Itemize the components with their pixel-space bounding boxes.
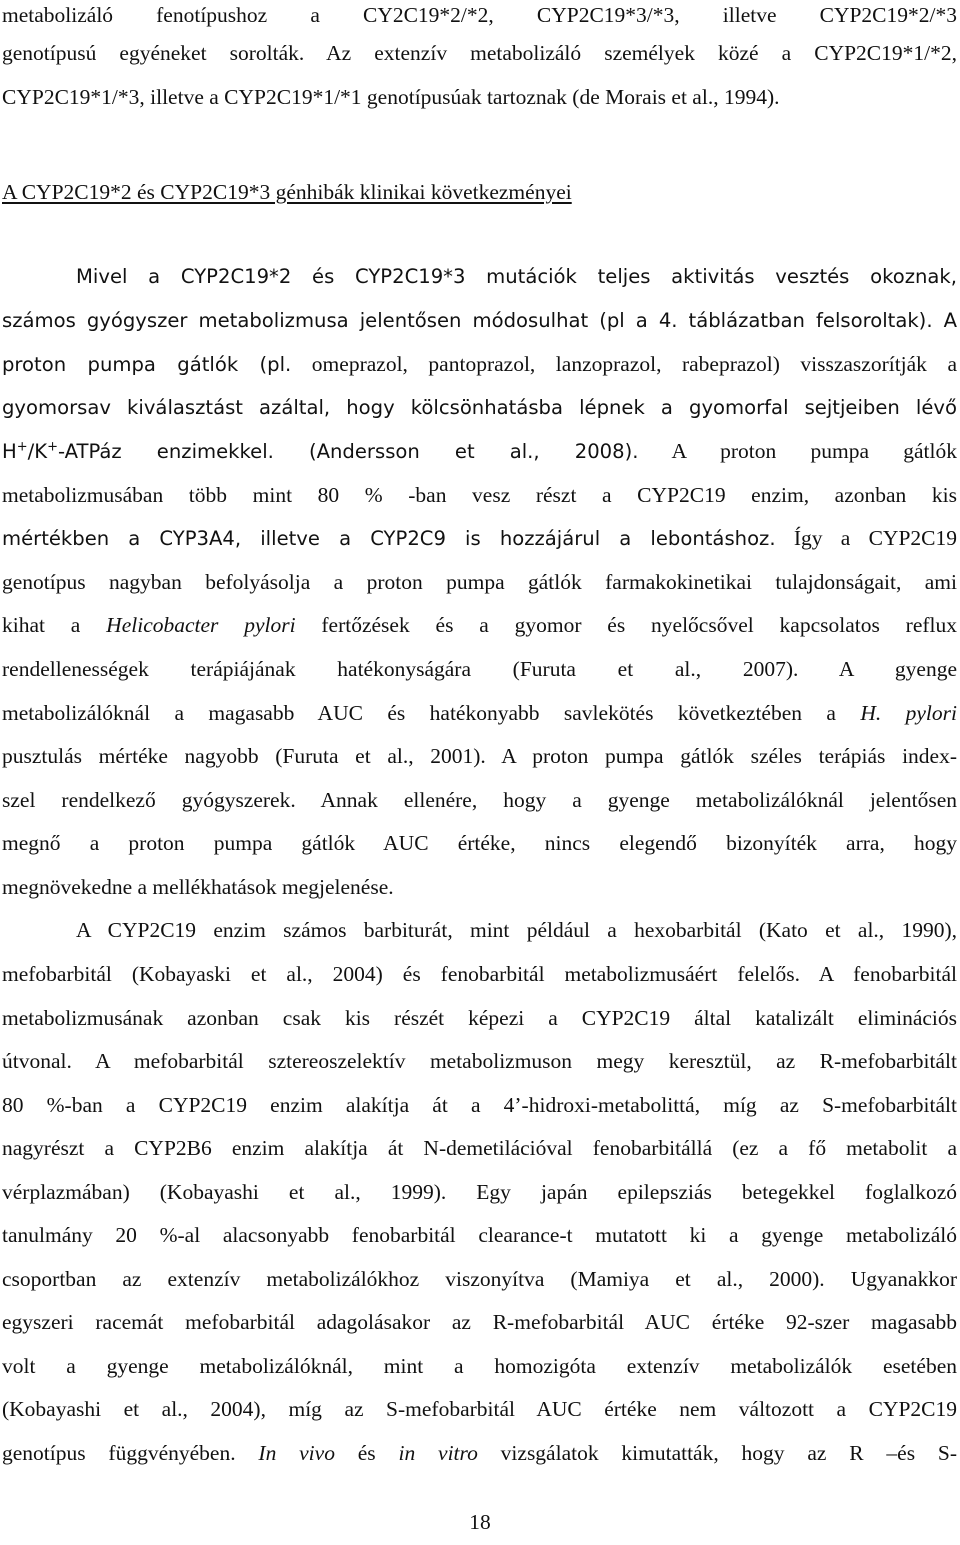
italic-text: H. pylori xyxy=(860,701,957,725)
text-run: /K xyxy=(27,440,48,463)
text-run: és xyxy=(334,1441,399,1465)
text-line: egyszeri racemát mefobarbitál adagolásakor az R-mefobarbitál AUC értéke 92-szer magasabb xyxy=(2,1310,957,1334)
text-line: szel rendelkező gyógyszerek. Annak ellenére, hogy a gyenge metabolizálóknál jelentősen xyxy=(2,788,957,812)
text-line: (Kobayashi et al., 2004), míg az S-mefobarbitál AUC értéke nem változott a CYP2C19 xyxy=(2,1397,957,1421)
text-run: mértékben a CYP3A4, illetve a CYP2C9 is hozzájárul a lebontáshoz. xyxy=(2,527,776,550)
text-line: metabolizáló fenotípushoz a CY2C19*2/*2, CYP2C19*3/*3, illetve CYP2C19*2/*3 xyxy=(2,3,957,27)
text-run: H xyxy=(2,440,17,463)
italic-text: Helicobacter pylori xyxy=(106,613,296,637)
text-line xyxy=(2,610,957,640)
page-number: 18 xyxy=(469,1510,491,1534)
text-line: tanulmány 20 %-al alacsonyabb fenobarbitál clearance-t mutatott ki a gyenge metabolizáló xyxy=(2,1223,957,1247)
text-line: 80 %-ban a CYP2C19 enzim alakítja át a 4’-hidroxi-metabolittá, míg az S-mefobarbitált xyxy=(2,1093,957,1117)
text-line: megnövekedne a mellékhatások megjelenése. xyxy=(2,875,394,899)
text-run: Így a CYP2C19 xyxy=(775,526,957,550)
text-line: megnő a proton pumpa gátlók AUC értéke, nincs elegendő bizonyíték arra, hogy xyxy=(2,831,957,855)
text-run: proton pumpa gátlók (pl. xyxy=(2,353,292,376)
text-line: genotípusú egyéneket sorolták. Az extenzív metabolizáló személyek közé a CYP2C19*1/*2, xyxy=(2,41,957,65)
text-line xyxy=(2,349,957,380)
text-line: vérplazmában) (Kobayashi et al., 1999). Egy japán epilepsziás betegekkel foglalkozó xyxy=(2,1180,957,1204)
text-line: Mivel a CYP2C19*2 és CYP2C19*3 mutációk teljes aktivitás vesztés okoznak, xyxy=(76,265,957,288)
text-run: genotípus függvényében. xyxy=(2,1441,259,1465)
text-run: -ATPáz enzimekkel. (Andersson et al., 2008). xyxy=(58,440,639,463)
text-line: metabolizmusában több mint 80 % -ban vesz részt a CYP2C19 enzim, azonban kis xyxy=(2,483,957,507)
text-run: A proton pumpa gátlók xyxy=(638,439,957,463)
text-line: genotípus nagyban befolyásolja a proton pumpa gátlók farmakokinetikai tulajdonságait, ami xyxy=(2,570,957,594)
text-line: nagyrészt a CYP2B6 enzim alakítja át N-demetilációval fenobarbitállá (ez a fő metabolit a xyxy=(2,1136,957,1160)
superscript: + xyxy=(47,439,58,455)
text-run: omeprazol, pantoprazol, lanzoprazol, rabeprazol) visszaszorítják a xyxy=(291,352,957,376)
text-run: kihat a xyxy=(2,613,107,637)
text-run: vizsgálatok kimutatták, hogy az R –és S- xyxy=(477,1441,958,1465)
text-line: rendellenességek terápiájának hatékonyságára (Furuta et al., 2007). A gyenge xyxy=(2,657,957,681)
superscript: + xyxy=(16,439,28,455)
italic-text: in vitro xyxy=(398,1441,478,1465)
text-run xyxy=(2,440,638,463)
text-line xyxy=(2,523,957,554)
text-line: számos gyógyszer metabolizmusa jelentősen módosulhat (pl a 4. táblázatban felsoroltak). A xyxy=(2,309,957,332)
italic-text: In vivo xyxy=(258,1441,335,1465)
text-line: volt a gyenge metabolizálóknál, mint a homozigóta extenzív metabolizálók esetében xyxy=(2,1354,957,1378)
text-line xyxy=(2,1438,957,1468)
text-line: csoportban az extenzív metabolizálókhoz viszonyítva (Mamiya et al., 2000). Ugyanakkor xyxy=(2,1267,957,1291)
section-heading: A CYP2C19*2 és CYP2C19*3 génhibák klinikai következményei xyxy=(2,180,572,204)
text-line: gyomorsav kiválasztást azáltal, hogy kölcsönhatásba lépnek a gyomorfal sejtjeiben lévő xyxy=(2,396,957,419)
text-run: metabolizálóknál a magasabb AUC és hatékonyabb savlekötés következtében a xyxy=(2,701,861,725)
text-line: A CYP2C19 enzim számos barbiturát, mint például a hexobarbitál (Kato et al., 1990), xyxy=(76,918,957,942)
text-line: útvonal. A mefobarbitál sztereoszelektív metabolizmuson megy keresztül, az R-mefobarbitált xyxy=(2,1049,957,1073)
text-line: metabolizmusának azonban csak kis részét képezi a CYP2C19 által katalizált eliminációs xyxy=(2,1006,957,1030)
text-run: fertőzések és a gyomor és nyelőcsővel kapcsolatos reflux xyxy=(295,613,957,637)
text-line: mefobarbitál (Kobayaski et al., 2004) és fenobarbitál metabolizmusáért felelős. A fenobarbitál xyxy=(2,962,957,986)
text-line xyxy=(2,698,957,728)
text-line: CYP2C19*1/*3, illetve a CYP2C19*1/*1 genotípusúak tartoznak (de Morais et al., 1994). xyxy=(2,85,780,109)
text-line: pusztulás mértéke nagyobb (Furuta et al., 2001). A proton pumpa gátlók széles terápiás index- xyxy=(2,744,957,768)
text-line xyxy=(2,436,957,467)
